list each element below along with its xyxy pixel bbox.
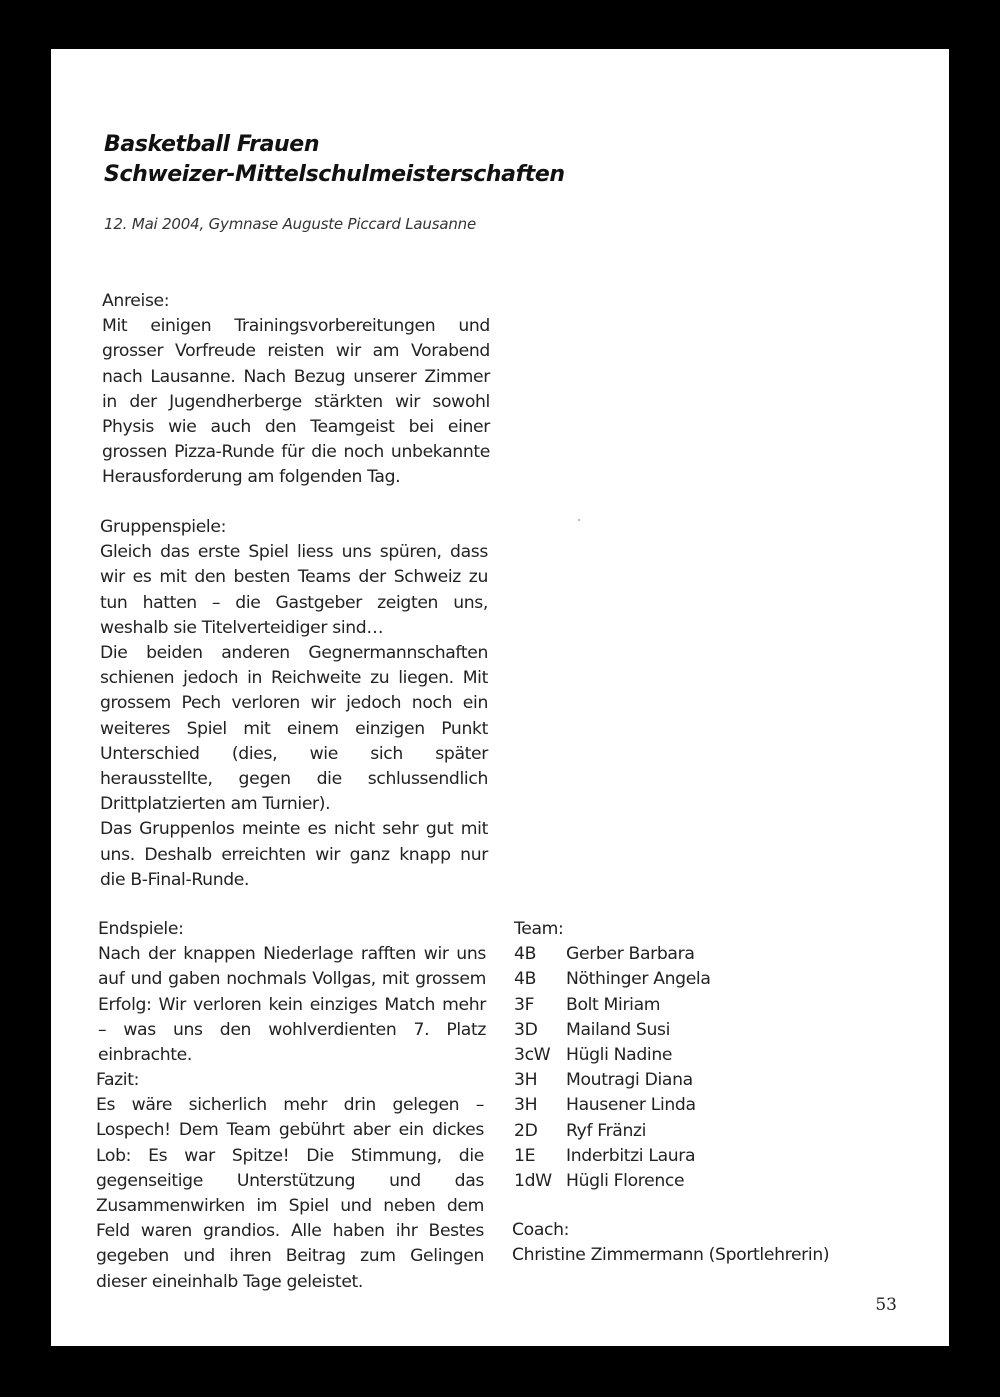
- member-class: 3H: [514, 1070, 538, 1091]
- team-member-row: [514, 1169, 874, 1194]
- member-name: Mailand Susi: [566, 1019, 671, 1040]
- team-member-row: [514, 1119, 874, 1144]
- gruppenspiele-paragraph-3: Das Gruppenlos meinte es nicht sehr gut mit uns. Deshalb erreichten wir ganz knapp nur die B-Final-Runde.: [100, 819, 488, 890]
- event-subtitle: 12. Mai 2004, Gymnase Auguste Piccard Lausanne: [104, 215, 476, 233]
- team-member-row: [514, 1144, 874, 1169]
- anreise-heading: Anreise:: [102, 291, 170, 311]
- gruppenspiele-paragraph-1: Gleich das erste Spiel liess uns spüren, dass wir es mit den besten Teams der Schweiz zu tun hatten – die Gastgeber zeigten uns, weshalb sie Titelverteidiger sind…: [100, 542, 488, 638]
- team-member-row: [514, 942, 874, 967]
- section-endspiele: [98, 917, 486, 1068]
- coach-heading: Coach:: [512, 1220, 570, 1240]
- section-gruppenspiele: [100, 515, 488, 893]
- coach-block: [512, 1218, 892, 1268]
- team-member-row: [514, 1043, 874, 1068]
- member-class: 3F: [514, 994, 535, 1015]
- member-name: Moutragi Diana: [566, 1070, 693, 1091]
- gruppenspiele-heading: Gruppenspiele:: [100, 517, 227, 537]
- team-member-row: [514, 1068, 874, 1093]
- member-name: Gerber Barbara: [566, 944, 695, 965]
- member-class: 1dW: [514, 1170, 552, 1191]
- section-anreise: [102, 289, 490, 491]
- fazit-text: Es wäre sicherlich mehr drin gelegen – Lospech! Dem Team gebührt aber ein dickes Lob: Es war Spitze! Die Stimmung, die gegenseitige Unterstützung und das Zusammenwirken im Spiel und neben dem Feld waren grandios. Alle haben ihr Bestes gegeben und ihren Beitrag zum Gelingen dieser eineinhalb Tage geleistet.: [96, 1095, 484, 1292]
- member-name: Nöthinger Angela: [566, 969, 711, 990]
- member-name: Hügli Florence: [566, 1170, 685, 1191]
- member-class: 2D: [514, 1120, 538, 1141]
- coach-name: Christine Zimmermann (Sportlehrerin): [512, 1245, 830, 1266]
- team-member-row: [514, 1093, 874, 1118]
- endspiele-heading: Endspiele:: [98, 919, 184, 939]
- endspiele-text: Nach der knappen Niederlage rafften wir uns auf und gaben nochmals Vollgas, mit grossem Erfolg: Wir verloren kein einziges Match mehr – was uns den wohlverdienten 7. Platz einbrachte.: [98, 944, 486, 1066]
- member-class: 3D: [514, 1019, 538, 1040]
- scan-speck: [578, 519, 580, 521]
- member-name: Inderbitzi Laura: [566, 1145, 696, 1166]
- member-name: Bolt Miriam: [566, 994, 661, 1015]
- member-name: Ryf Fränzi: [566, 1120, 647, 1141]
- team-member-row: [514, 993, 874, 1018]
- page-number: 53: [875, 1295, 897, 1315]
- member-name: Hügli Nadine: [566, 1044, 673, 1065]
- member-class: 3H: [514, 1095, 538, 1116]
- team-list: [514, 917, 874, 1194]
- section-fazit: [96, 1068, 484, 1295]
- member-class: 4B: [514, 969, 537, 990]
- member-name: Hausener Linda: [566, 1095, 696, 1116]
- gruppenspiele-paragraph-2: Die beiden anderen Gegnermannschaften schienen jedoch in Reichweite zu liegen. Mit grossem Pech verloren wir jedoch noch ein weiteres Spiel mit einem einzigen Punkt Unterschied (dies, wie sich später herausstellte, gegen die schlussendlich Drittplatzierten am Turnier).: [100, 643, 488, 815]
- member-class: 4B: [514, 944, 537, 965]
- anreise-text: Mit einigen Trainingsvorbereitungen und grosser Vorfreude reisten wir am Vorabend nach Lausanne. Nach Bezug unserer Zimmer in der Jugendherberge stärkten wir sowohl Physis wie auch den Teamgeist bei einer grossen Pizza-Runde für die noch unbekannte Herausforderung am folgenden Tag.: [102, 316, 490, 488]
- team-member-row: [514, 1018, 874, 1043]
- member-class: 3cW: [514, 1044, 551, 1065]
- title-line-2: Schweizer-Mittelschulmeisterschaften: [104, 162, 565, 187]
- document-page: [51, 49, 949, 1346]
- team-member-row: [514, 967, 874, 992]
- title-line-1: Basketball Frauen: [104, 132, 320, 157]
- team-heading: Team:: [514, 919, 564, 939]
- fazit-heading: Fazit:: [96, 1070, 140, 1090]
- member-class: 1E: [514, 1145, 536, 1166]
